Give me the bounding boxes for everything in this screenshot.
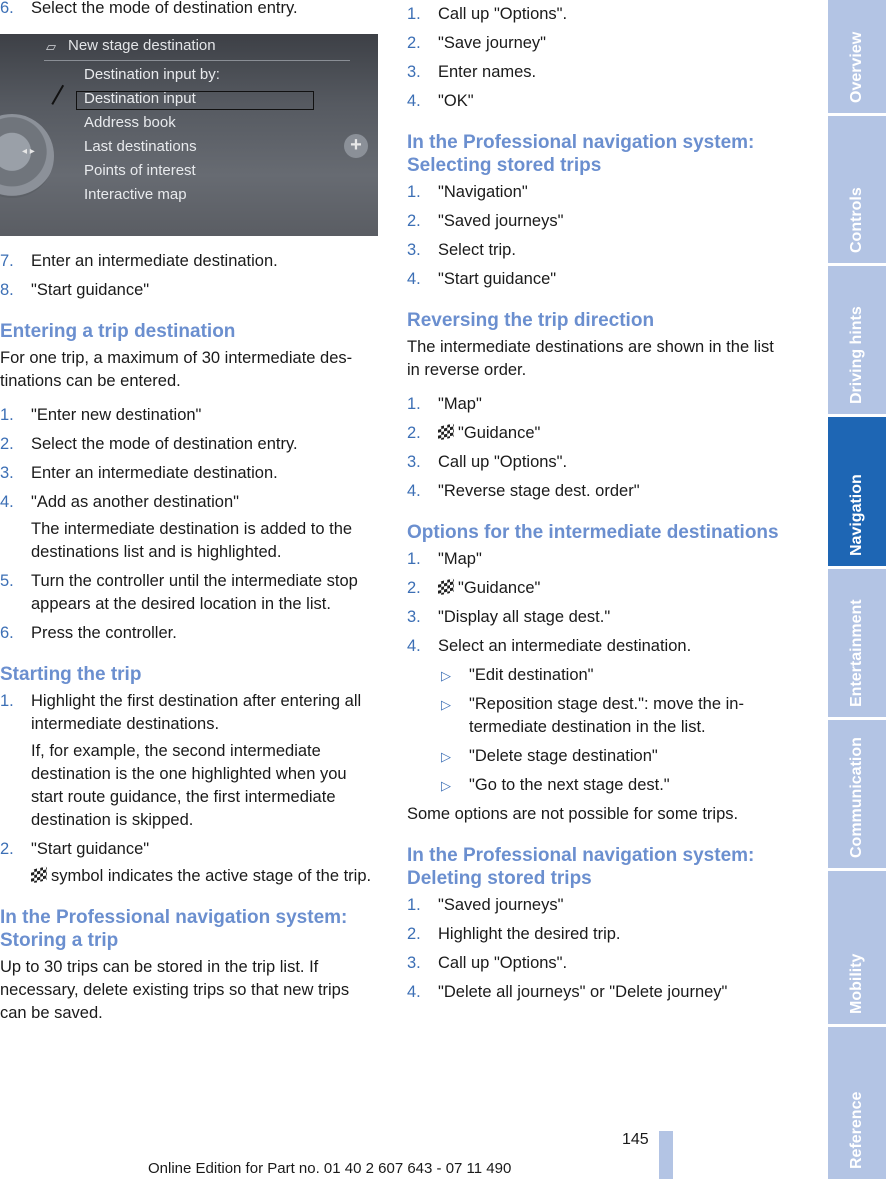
step-item (0, 570, 380, 616)
step-item (0, 433, 380, 456)
triangle-bullet-icon: ▷ (441, 778, 451, 793)
step-text: Select trip. (438, 241, 516, 259)
step-number: 1. (0, 406, 14, 424)
step-text: "Start guidance" (31, 840, 150, 858)
step-item (407, 894, 787, 917)
step-item (407, 923, 787, 946)
triangle-bullet-icon: ▷ (441, 749, 451, 764)
paragraph: Up to 30 trips can be stored in the trip list. If necessary, delete existing trips so that new trips can be saved. (0, 958, 350, 1022)
checkered-flag-icon (438, 578, 454, 595)
step-text: "Delete all journeys" or "Delete journey" (438, 983, 728, 1001)
step-item (407, 480, 787, 503)
highlight-frame (76, 91, 314, 110)
bullet-text: "Go to the next stage dest." (469, 776, 670, 794)
screen-menu-item: Points of interest (84, 162, 196, 179)
step-text: Highlight the desired trip. (438, 925, 621, 943)
page-number: 145 (622, 1131, 649, 1148)
step-number: 5. (0, 572, 14, 590)
tab-label: Entertainment (848, 599, 865, 707)
step-text: Enter names. (438, 63, 537, 81)
step-item (407, 981, 787, 1004)
step-text: "Start guidance" (31, 281, 150, 299)
tab-communication[interactable] (828, 720, 886, 868)
step-number: 3. (407, 63, 421, 81)
step-item (407, 268, 787, 291)
controller-arrows-icon: ◂ ▸ (22, 146, 35, 157)
step-item (0, 279, 380, 302)
tab-navigation[interactable] (828, 417, 886, 566)
step-number: 3. (407, 608, 421, 626)
step-text: "Display all stage dest." (438, 608, 611, 626)
step-number: 2. (407, 424, 421, 442)
screen-menu-item: Last destinations (84, 138, 197, 155)
step-text: "Add as another destination" (31, 493, 240, 511)
step-item (407, 90, 787, 113)
step-item (407, 577, 787, 600)
step-item (0, 622, 380, 645)
step-number: 2. (407, 212, 421, 230)
section-heading: In the Professional navigation system: Deleting stored trips (407, 845, 755, 889)
step-number: 4. (0, 493, 14, 511)
step-item (407, 210, 787, 233)
step-text: Call up "Options". (438, 453, 568, 471)
step-item (407, 451, 787, 474)
step-number: 4. (407, 637, 421, 655)
step-text: "Map" (438, 395, 482, 413)
screen-menu-item: Interactive map (84, 186, 187, 203)
step-item (0, 462, 380, 485)
step-text: "Reverse stage dest. order" (438, 482, 640, 500)
plus-icon: + (344, 134, 368, 158)
step-number: 4. (407, 270, 421, 288)
paragraph: The intermediate destinations are shown in the list in reverse order. (407, 338, 774, 379)
step-item (407, 635, 787, 658)
tab-reference[interactable] (828, 1027, 886, 1179)
bullet-item (407, 664, 787, 687)
step-number: 6. (0, 624, 14, 642)
step-number: 2. (407, 34, 421, 52)
left-column (0, 0, 380, 1036)
step-number: 2. (0, 435, 14, 453)
step-text: "Guidance" (458, 579, 541, 597)
tab-controls[interactable] (828, 116, 886, 263)
paragraph: For one trip, a maximum of 30 intermediate des-tinations can be entered. (0, 349, 353, 390)
tab-label: Overview (848, 31, 865, 103)
bullet-item (407, 774, 787, 797)
step-text: Select the mode of destination entry. (31, 435, 298, 453)
section-heading: Reversing the trip direction (407, 310, 655, 331)
screen-divider (44, 60, 350, 61)
step-item (0, 250, 380, 273)
step-number: 8. (0, 281, 14, 299)
triangle-bullet-icon: ▷ (441, 697, 451, 712)
section-heading: In the Professional navigation system: Selecting stored trips (407, 132, 755, 176)
step-text: Call up "Options". (438, 954, 568, 972)
step-number: 7. (0, 252, 14, 270)
tab-overview[interactable] (828, 0, 886, 113)
tab-label: Navigation (848, 474, 865, 556)
step-note (31, 865, 380, 888)
bullet-text: "Delete stage destination" (469, 747, 658, 765)
tab-entertainment[interactable] (828, 569, 886, 717)
step-text: "Start guidance" (438, 270, 557, 288)
page-number-bar (659, 1131, 673, 1179)
checkered-flag-icon (438, 423, 454, 440)
right-column (407, 3, 787, 1010)
screen-title: New stage destination (68, 37, 216, 54)
step-number: 3. (0, 464, 14, 482)
step-text: "Map" (438, 550, 482, 568)
step-text: "Save journey" (438, 34, 547, 52)
step-number: 1. (407, 896, 421, 914)
step-note: If, for example, the second intermediate destination is the one highlighted when you start route guidance, the first intermediate destination is skipped. (31, 742, 347, 829)
step-item (0, 491, 380, 564)
bullet-text: "Reposition stage dest.": move the in-termediate destination in the list. (469, 695, 744, 736)
step-number: 1. (0, 692, 14, 710)
step-text: "Saved journeys" (438, 896, 564, 914)
triangle-bullet-icon: ▷ (441, 668, 451, 683)
tab-label: Communication (848, 737, 865, 858)
step-item (0, 690, 380, 832)
bullet-item (407, 693, 787, 739)
tab-driving-hints[interactable] (828, 266, 886, 414)
step-number: 3. (407, 241, 421, 259)
checkered-flag-icon (31, 866, 47, 883)
section-heading: Options for the intermediate destinations (407, 522, 779, 543)
step-text: "Navigation" (438, 183, 528, 201)
bullet-text: "Edit destination" (469, 666, 594, 684)
screen-header: Destination input by: (84, 66, 220, 83)
step-text: "Guidance" (458, 424, 541, 442)
step-item (407, 548, 787, 571)
step-item (407, 61, 787, 84)
step-item (0, 0, 380, 20)
step-text: Select an intermediate destination. (438, 637, 692, 655)
step-text: Press the controller. (31, 624, 177, 642)
step-text: Select the mode of destination entry. (31, 0, 298, 17)
tab-label: Mobility (848, 953, 865, 1014)
step-number: 2. (407, 925, 421, 943)
step-text: "Enter new destination" (31, 406, 202, 424)
screen-menu-item: Destination input (84, 90, 196, 107)
step-text: Enter an intermediate destination. (31, 464, 278, 482)
pointer-line (51, 85, 63, 105)
step-note-text: symbol indicates the active stage of the trip. (51, 867, 372, 885)
step-text: "OK" (438, 92, 474, 110)
step-number: 4. (407, 482, 421, 500)
step-item (407, 393, 787, 416)
step-text: Call up "Options". (438, 5, 568, 23)
step-number: 4. (407, 983, 421, 1001)
step-item (407, 239, 787, 262)
step-item (407, 181, 787, 204)
map-icon: ▱ (46, 39, 56, 54)
step-item (407, 422, 787, 445)
footer-edition-text: Online Edition for Part no. 01 40 2 607 643 - 07 11 490 (148, 1160, 512, 1177)
step-number: 1. (407, 395, 421, 413)
paragraph: Some options are not possible for some trips. (407, 805, 739, 823)
step-item (407, 32, 787, 55)
step-number: 1. (407, 183, 421, 201)
step-note: The intermediate destination is added to the destinations list and is highlighted. (31, 520, 353, 561)
step-text: Turn the controller until the intermediate stop appears at the desired location in the list. (31, 572, 358, 613)
step-item (407, 3, 787, 26)
screen-menu-item: Address book (84, 114, 176, 131)
tab-mobility[interactable] (828, 871, 886, 1024)
step-number: 2. (407, 579, 421, 597)
step-item (0, 404, 380, 427)
idrive-screenshot (0, 34, 378, 236)
chapter-tabs (828, 0, 886, 1179)
step-number: 4. (407, 92, 421, 110)
step-item (407, 606, 787, 629)
step-item (0, 838, 380, 888)
step-item (407, 952, 787, 975)
step-number: 1. (407, 5, 421, 23)
tab-label: Driving hints (848, 306, 865, 404)
tab-label: Reference (848, 1091, 865, 1169)
section-heading: In the Professional navigation system: Storing a trip (0, 907, 348, 951)
step-text: Highlight the first destination after entering all intermediate destinations. (31, 692, 362, 733)
section-heading: Starting the trip (0, 664, 142, 685)
step-number: 2. (0, 840, 14, 858)
tab-label: Controls (848, 187, 865, 253)
step-number: 3. (407, 453, 421, 471)
bullet-item (407, 745, 787, 768)
step-text: Enter an intermediate destination. (31, 252, 278, 270)
section-heading: Entering a trip destination (0, 321, 236, 342)
step-number: 3. (407, 954, 421, 972)
step-number: 1. (407, 550, 421, 568)
step-number: 6. (0, 0, 14, 17)
step-text: "Saved journeys" (438, 212, 564, 230)
